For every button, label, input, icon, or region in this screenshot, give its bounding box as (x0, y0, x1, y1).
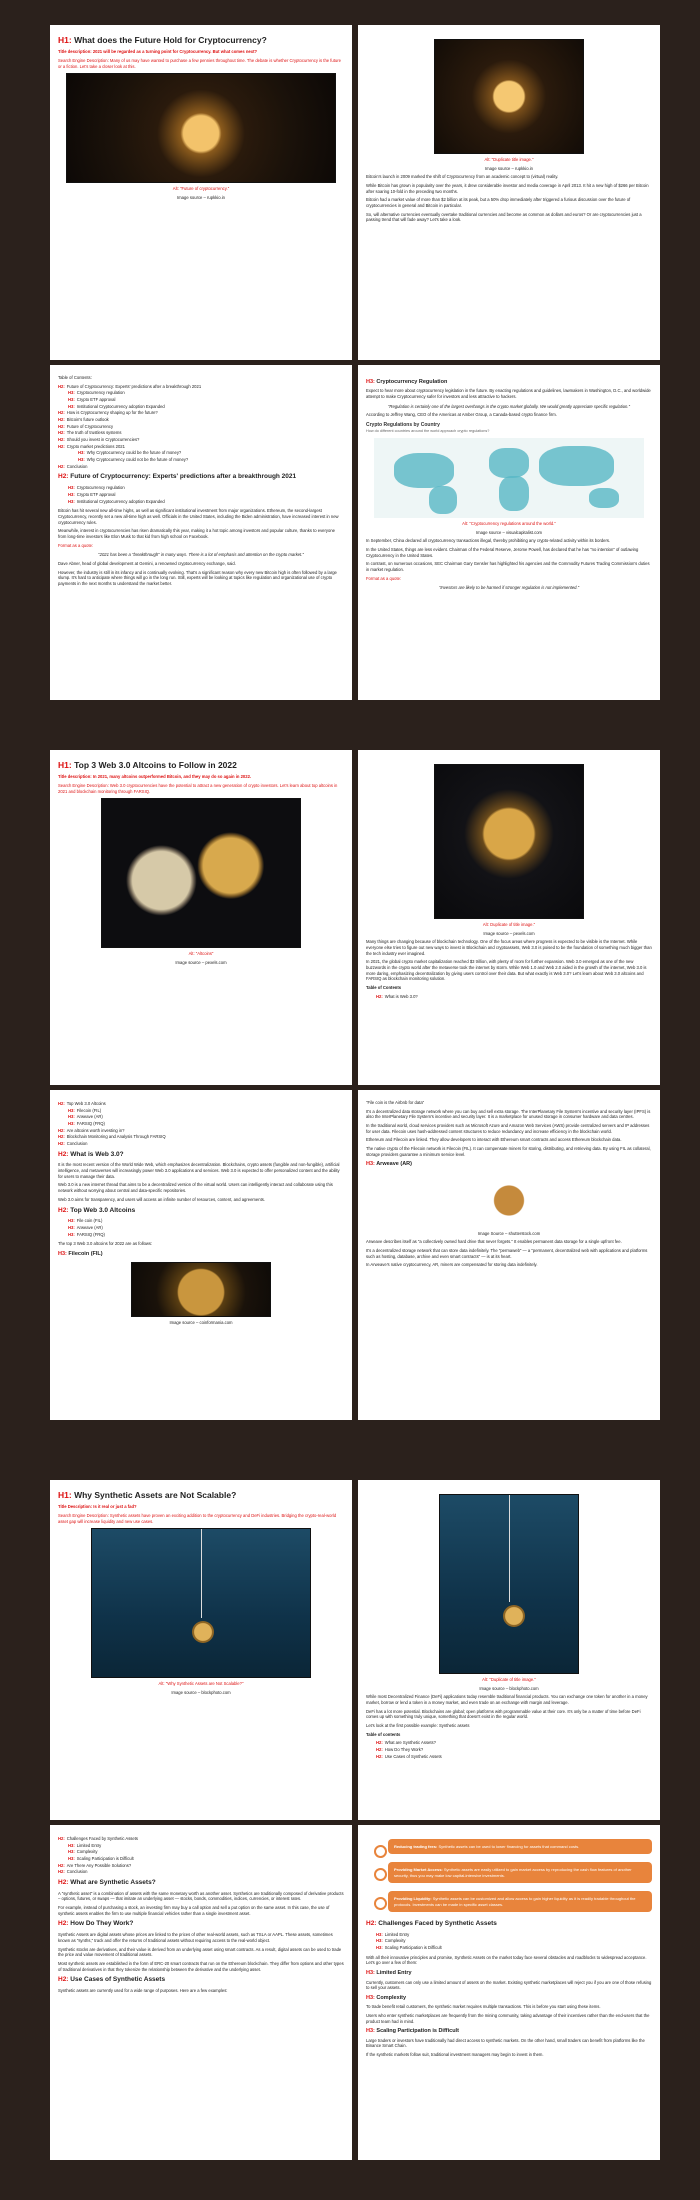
section-heading: H3: Filecoin (FIL) (58, 1250, 103, 1257)
spread-5 (50, 1480, 660, 1820)
toc-item[interactable] (58, 1121, 344, 1127)
toc-text: Limited Entry (384, 1931, 410, 1937)
page-4-right (358, 1090, 660, 1420)
image-alt: Alt: "Altcoins" (188, 951, 214, 957)
page-5-left (50, 1480, 352, 1820)
toc-text: FARSIQ (FRQ) (76, 1231, 105, 1237)
toc-text: Institutional Cryptocurrency adoption Expanded (76, 498, 165, 504)
section-heading: H3: Complexity (366, 1994, 407, 2001)
spread-1 (50, 25, 660, 360)
toc-level: H2: (58, 1101, 65, 1106)
subsection-list (366, 1932, 652, 1951)
page-6-left (50, 1825, 352, 2160)
toc-level: H3: (376, 1931, 383, 1937)
toc-level: H2: (58, 417, 65, 423)
toc-level: H2: (58, 423, 65, 429)
search-description: Search Engine Description: Web 3.0 cryptocurrencies have the potential to attract a new generation of crypto investors. Let's learn about top altcoins in 2021 and blockchain monitoring through FARSIQ. (58, 783, 338, 794)
paragraph: Many things are changing because of blockchain technology. One of the focus areas where progress is expected to be visible is the Internet. While everyone else tries to figure out new ways to invest in Blockchain and cryptoassets, Web 3.0 is poised to be the foundation of something much bigger than the tech industry ever imagined. (366, 939, 652, 956)
use-case-box (388, 1839, 652, 1854)
section-heading: H3: Arweave (AR) (366, 1161, 412, 1168)
use-case-text: Synthetic assets can be used to lower financing for assets that command costs. (438, 1844, 580, 1849)
toc-item[interactable] (58, 1836, 344, 1842)
toc-level: H3: (376, 1938, 383, 1944)
toc-item[interactable] (366, 1932, 652, 1938)
section-heading: H2: What are Synthetic Assets? (58, 1879, 156, 1887)
toc-text: File coin (FIL) (76, 1218, 103, 1224)
toc-level: H3: (68, 1218, 75, 1224)
toc-item[interactable] (366, 1945, 652, 1951)
toc-item[interactable] (366, 1754, 652, 1760)
table-of-contents (366, 1740, 652, 1759)
toc-level: H2: (58, 1141, 65, 1147)
paragraph: Let's look at the first possible example: Synthetic assets (366, 1723, 470, 1729)
toc-text: Filecoin (FIL) (76, 1107, 102, 1113)
search-description: Search Engine Description: Synthetic assets have proven an exciting addition to the cryptocurrency and DeFi industries. Bridging the crypto-real-world asset gap will increase liquidity and new use cases. (58, 1513, 337, 1524)
toc-level: H3: (68, 485, 75, 491)
toc-text: Crypto market predictions 2021 (66, 443, 125, 449)
toc-level: H2: (376, 1740, 383, 1746)
toc-item[interactable] (58, 397, 344, 403)
toc-text: Should you invest in Cryptocurrencies? (66, 437, 140, 443)
paragraph: Synthetic Assets are digital assets whose prices are linked to the prices of other real-world assets, such as TSLA or AAPL. These assets, sometimes known as "synths," track and offer the returns of traditional assets without requiring access to the real-world object. (58, 1932, 333, 1943)
toc-item[interactable] (58, 410, 344, 416)
toc-text: Limited Entry (76, 1842, 102, 1848)
toc-item[interactable] (366, 1747, 652, 1753)
paragraph: Web 3.0 aims for transparency, and users will access an infinite number of resources, content, and agreements. (58, 1196, 265, 1202)
paragraph: In Arweave's native cryptocurrency, AR, miners are compensated for storing data indefinitely. (366, 1262, 538, 1268)
toc-level: H3: (68, 498, 75, 504)
toc-item[interactable] (58, 417, 344, 423)
filecoin-image (131, 1262, 271, 1317)
toc-text: FARSIQ (FRQ) (76, 1121, 105, 1127)
map-title: Crypto Regulations by Country (366, 422, 440, 429)
toc-item[interactable] (58, 390, 344, 396)
paragraph: DeFi has a lot more potential. Blockchains are global; open platforms with programmable value at their core. It's only be a matter of time before DeFi comes up with something truly unique, something that doesn't exist in the regular world. (366, 1708, 641, 1720)
paragraph: The top 3 Web 3.0 altcoins for 2022 are as follows: (58, 1241, 153, 1247)
spread-2 (50, 365, 660, 700)
section-heading: H2: Future of Cryptocurrency: Experts' predictions after a breakthrough 2021 (58, 473, 297, 481)
image-source: Image source – rupkkio.in (177, 195, 225, 201)
toc-level: H2: (58, 1862, 65, 1868)
toc-level: H2: (58, 463, 65, 469)
image-alt: Alt: "Cryptocurrency regulations around the world." (462, 520, 556, 526)
paragraph: The native crypto of the Filecoin network is Filecoin (FIL). It can compensate miners for storing, distributing, and retrieving data. By using FIL as collateral, storage providers guarantee a minimum service level. (366, 1146, 651, 1157)
toc-text: Blockchain Monitoring and Analysis Through FARSIQ (66, 1134, 166, 1140)
page-5-right (358, 1480, 660, 1820)
image-source: Image source – rupkkio.in (485, 165, 533, 171)
toc-text: Top Web 3.0 Altcoins (66, 1101, 106, 1106)
toc-item[interactable] (58, 485, 344, 491)
toc-item[interactable] (58, 1128, 344, 1134)
toc-level: H2: (58, 1836, 65, 1841)
image-alt: Alt: Duplicate of title image." (482, 922, 536, 927)
toc-level: H3: (78, 450, 85, 456)
toc-level: H3: (68, 403, 75, 409)
page-3-left (50, 750, 352, 1085)
toc-text: Arweave (AR) (76, 1114, 103, 1120)
article-title: H1: Top 3 Web 3.0 Altcoins to Follow in 2022 (58, 760, 237, 770)
toc-item[interactable] (58, 457, 344, 463)
toc-item[interactable] (58, 1849, 344, 1855)
toc-level: H2: (58, 1869, 65, 1875)
paragraph: In September, China declared all cryptocurrency transactions illegal, thereby prohibiting any crypto-related activity within its borders. (366, 538, 611, 544)
image-source: Image source – blockphoto.com (479, 1685, 539, 1691)
use-case-text: Synthetic assets are easily utilized to gain market access by reproducing the cash flow features of another security, thus you may make low capital-intensive investments. (394, 1867, 632, 1878)
toc-level: H3: (68, 1121, 75, 1127)
toc-text: Complexity (76, 1849, 98, 1855)
toc-level: H3: (376, 1945, 383, 1951)
toc-item[interactable] (58, 437, 344, 443)
subsection-list (58, 485, 344, 504)
table-of-contents (58, 384, 344, 470)
quote: "2021 has been a "breakthrough" in many ways. There is a lot of emphasis and attention on the crypto market." (98, 552, 304, 558)
paragraph: Bitcoin has hit several new all-time highs, as well as significant institutional investment from major organizations. Ethereum, the second-largest Cryptocurrency, recently set a new all-time high as well. Officials in the United States, including the Biden administration, have increased interest in new cryptocurrency rules. (58, 508, 339, 525)
toc-level: H3: (68, 397, 75, 403)
map-subtitle: How do different countries around the world approach crypto regulations? (366, 428, 490, 433)
toc-text: Scaling Participation is Difficult (384, 1945, 442, 1951)
section-heading: H2: What is Web 3.0? (58, 1150, 124, 1158)
paragraph: Synthetic assets are currently used for a wide range of purposes. Here are a few examples: (58, 1988, 228, 1994)
toc-text: Future of Cryptocurrency: Experts' predictions after a breakthrough 2021 (66, 383, 202, 389)
quote: "Regulation is certainly one of the largest overhangs in the crypto market globally. We would greatly appreciate specific regulation." (387, 403, 631, 409)
paragraph: Expect to hear more about cryptocurrency legislation in the future. By enacting regulations and guidelines, lawmakers in Washington, D.C., and worldwide attempt to make Cryptocurrency safer for investors and less attractive to hackers. (366, 388, 651, 400)
title-description: Title Description: Is it real or just a fad? (58, 1504, 137, 1510)
toc-item[interactable] (58, 1108, 344, 1114)
toc-level: H2: (58, 443, 65, 449)
image-alt: Alt: "Duplicate of title image." (482, 1677, 536, 1682)
paragraph: It is the most recent version of the World Wide Web, which emphasizes decentralization. Blockchains, crypto assets (fungible and non-fungible), artificial intelligence, and metaverses will increasingly power Web 3.0 applications and services. Web 3.0 is expected to offer personalized content and the ability for users to manage their data. (58, 1162, 340, 1179)
paragraph: Most synthetic assets are established in the form of ERC-20 smart contracts that run on the Ethereum blockchain. They differ from options and other types of traditional derivatives in that they tokenize the relationship between the derivative and the underlying asset. (58, 1960, 344, 1972)
toc-text: Bitcoin's future outlook (66, 417, 109, 423)
page-4-left (50, 1090, 352, 1420)
toc-level: H2: (58, 1134, 65, 1140)
toc-level: H3: (78, 457, 85, 463)
toc-item[interactable]: H2: What is Web 3.0? (376, 993, 418, 999)
paragraph: In the traditional world, cloud services providers such as Microsoft Azure and Amazon Web Services (AWS) provide centralized servers and IP addresses for user data. Filecoin uses hash-addressed content structures to reduce redundancy and increase efficiency in the blockchain world. (366, 1123, 650, 1134)
toc-text: Arweave (AR) (76, 1224, 103, 1230)
toc-item[interactable] (366, 1938, 652, 1944)
toc-text: Complexity (384, 1938, 406, 1944)
paragraph: For example, instead of purchasing a stock, an investing firm may buy a call option and sell a put option on the same asset. In this case, the use of synthetic assets enables the firm to use multiple financial vehicles rather than a single investment asset. (58, 1905, 330, 1916)
image-source: Image source – coinformania.com (169, 1320, 233, 1326)
paragraph: With all their innovative principles and promise, Synthetic Assets on the market today face several obstacles and roadblocks to widespread acceptance. Let's go over a few of them: (366, 1954, 647, 1966)
paragraph: Large traders or investors have traditionally had direct access to synthetic markets. On the other hand, small traders can benefit from platforms like the Binance Smart Chain. (366, 2037, 645, 2049)
image-alt: Alt: "Future of cryptocurrency." (172, 186, 230, 192)
spread-3 (50, 750, 660, 1085)
paragraph: In 2021, the global crypto market capitalization reached $3 trillion, with plenty of room for further expansion. Web 3.0 emerged as one of the new buzzwords in the crypto world after the metaverse took the internet by storm. While Web 1.0 and Web 2.0 aided in the growth of the internet, Web 3.0 is more daring, emphasizing decentralization by giving users control over their data. But what exactly is Web 3.0? Let's learn about Web 3.0 altcoins and FARSIQ as blockchain monitoring solution. (366, 959, 647, 982)
toc-text: The truth of trustless systems (66, 430, 122, 436)
paragraph: A "synthetic asset" is a combination of assets with the same monetary worth as another asset. Synthetics are traditionally composed of derivative products – options, futures, or swaps — that imitate an underlying asset — stocks, bonds, commodities, indices, currencies, or interest rates. (58, 1890, 344, 1902)
toc-level: H2: (58, 383, 65, 389)
toc-text: Conclusion (66, 1141, 88, 1147)
section-heading: H3: Limited Entry (366, 1970, 412, 1977)
image-source: Image source – visualcapitalist.com (475, 529, 543, 535)
toc-item[interactable] (58, 384, 344, 390)
toc-label: Table of contents (366, 1731, 401, 1737)
spread-6 (50, 1825, 660, 2160)
paragraph: Ethereum and Filecoin are linked. They allow developers to interact with Ethereum smart contracts and access Ethereum blockchain data. (366, 1137, 622, 1143)
use-case-text: Synthetic assets can be customized and allow access to gain higher liquidity as it is readily tradable throughout the protocols. Investments can be made in specific asset classes. (394, 1896, 636, 1907)
toc-item[interactable] (58, 1134, 344, 1140)
page-3-right (358, 750, 660, 1085)
paragraph: In the United States, things are less evident. Chairman of the Federal Reserve, Jerome Powell, has declared that he has "no intention" of outlawing Cryptocurrency in the United States. (366, 547, 639, 558)
toc-text: Cryptocurrency regulation (76, 390, 125, 396)
toc-text: Conclusion (66, 463, 88, 469)
toc-text: Use Cases of Synthetic Assets (384, 1753, 442, 1759)
toc-level: H3: (68, 1231, 75, 1237)
toc-text: Future of Cryptocurrency (66, 423, 114, 429)
toc-item[interactable] (58, 404, 344, 410)
toc-level: H3: (68, 1842, 75, 1848)
toc-item[interactable] (58, 1863, 344, 1869)
altcoins-image (101, 798, 301, 948)
toc-item[interactable] (58, 464, 344, 470)
section-heading: H2: How Do They Work? (58, 1920, 134, 1928)
use-case-title: Providing Market Access: (394, 1867, 443, 1873)
article-title: H1: Why Synthetic Assets are Not Scalable? (58, 1490, 237, 1500)
toc-item[interactable] (58, 430, 344, 436)
paragraph: To trade benefit retail customers, the synthetic market requires multiple transactions. This is before you start using these items. (366, 2004, 601, 2010)
toc-item[interactable] (58, 492, 344, 498)
toc-item[interactable] (58, 1114, 344, 1120)
section-heading: H2: Use Cases of Synthetic Assets (58, 1976, 166, 1984)
page-2-right (358, 365, 660, 700)
toc-text: Crypto ETF approval (76, 491, 116, 497)
image-source: Image source – pexels.com (483, 930, 535, 936)
use-case-boxes (366, 1839, 652, 1912)
page-6-right (358, 1825, 660, 2160)
toc-level: H3: (68, 491, 75, 497)
regulation-map-image (374, 438, 644, 518)
search-description: Search Engine Description: Many of us may have wanted to purchase a few pennies throughout time. The debate is whether Cryptocurrency is the future or a fiction. Let's take a closer look at this. (58, 58, 341, 69)
toc-level: H2: (58, 437, 65, 443)
subsection-list (58, 1218, 344, 1237)
toc-item[interactable] (58, 1141, 344, 1147)
toc-text: Conclusion (66, 1869, 88, 1875)
toc-level: H2: (58, 410, 65, 416)
toc-level: H3: (68, 1849, 75, 1855)
toc-item[interactable] (366, 1740, 652, 1746)
toc-level: H2: (58, 1127, 65, 1133)
toc-text: Scaling Participation is Difficult (76, 1856, 134, 1862)
format-note: Format as a quote: (366, 575, 402, 581)
paragraph: In contrast, on numerous occasions, SEC Chairman Gary Gensler has highlighted his agencies and the Commodity Futures Trading Commission's duties in market regulation. (366, 561, 650, 573)
bitcoin-image (434, 39, 584, 154)
paragraph: Bitcoin had a market value of more than $2 billion at its peak, but a 50% drop immediately after triggered a furious discussion over the future of cryptocurrencies in general and Bitcoin in particular. (366, 197, 631, 209)
paragraph: If the synthetic markets follow suit, traditional investment managers may begin to invest in them. (366, 2052, 544, 2058)
paragraph: Synthetic stocks are derivatives, and their value is derived from an underlying asset using smart contracts. As a result, digital assets can be used to trade the price and value movement of traditional assets. (58, 1946, 342, 1958)
toc-text: Institutional Cryptocurrency adoption Expanded (76, 403, 165, 409)
toc-text: How Do They Work? (384, 1747, 424, 1753)
paragraph: It's a decentralized storage network that can store data indefinitely. The "permaweb" — a "permanent, decentralized web with applications and platforms such as hosting, database, archive and even smart contracts" — is at its heart. (366, 1248, 648, 1259)
paragraph: It's a decentralized data storage network where you can buy and sell extra storage. The InterPlanetary File System's incentive and security layer (IPFS) is also the InterPlanetary File System's incentive and security layer. It is a marketplace for unused storage in consumer hardware and data centres. (366, 1108, 651, 1120)
image-source: Image Source – shutterstock.com (477, 1230, 541, 1236)
page-2-left (50, 365, 352, 700)
toc-text: Why Cryptocurrency could be the future of money? (86, 450, 182, 456)
toc-text: What are Synthetic Assets? (384, 1740, 436, 1746)
page-1-right (358, 25, 660, 360)
toc-item[interactable] (58, 450, 344, 456)
use-case-box (388, 1891, 652, 1912)
toc-level: H2: (376, 1747, 383, 1753)
image-alt: Alt: "Why Synthetic Assets are Not Scalable?" (158, 1681, 244, 1687)
paragraph: While most Decentralized Finance (DeFi) applications today resemble traditional financial products. You can exchange one token for another in a money market, borrow or lend a token in a money market, and even trade on an exchange with margin and leverage. (366, 1694, 648, 1706)
use-case-title: Providing Liquidity: (394, 1896, 432, 1902)
paragraph: "File coin is the Airbnb for data" (366, 1100, 425, 1105)
toc-text: Challenges Faced by Synthetic Assets (66, 1836, 138, 1841)
title-description: Title description: In 2021, many altcoins outperformed Bitcoin, and they may do so again in 2022. (58, 774, 252, 780)
toc-level: H3: (68, 1114, 75, 1120)
toc-level: H3: (68, 1224, 75, 1230)
section-heading: H2: Challenges Faced by Synthetic Assets (366, 1919, 497, 1927)
bitcoin-network-image (66, 73, 336, 183)
title-description: Title description: 2021 will be regarded as a turning point for Cryptocurrency. But what comes next? (58, 49, 258, 55)
table-of-contents (366, 994, 652, 1000)
table-of-contents (58, 1101, 344, 1147)
toc-label: Table of Contents (366, 985, 402, 991)
toc-level: H3: (68, 1107, 75, 1113)
arweave-image (469, 1173, 549, 1228)
image-source: Image source – pexels.com (175, 960, 227, 966)
toc-text: Are There Any Possible Solutions? (66, 1862, 132, 1868)
toc-item[interactable] (58, 1856, 344, 1862)
paragraph: Dave Abner, head of global development at Gemini, a renowned cryptocurrency exchange, said. (58, 560, 236, 566)
paragraph: Bitcoin's launch in 2009 marked the shift of Cryptocurrency from an academic concept to (virtual) reality. (366, 174, 559, 180)
altcoins-image (434, 764, 584, 919)
toc-level: H3: (68, 390, 75, 396)
paragraph: Meanwhile, interest in cryptocurrencies has risen dramatically this year, making it a hot topic among investors and popular culture, thanks to everyone from long-time investors like Elon Musk to that kid from high school on Facebook. (58, 528, 335, 539)
toc-text: Crypto ETF approval (76, 397, 116, 403)
toc-level: H2: (58, 430, 65, 436)
article-title: H1: What does the Future Hold for Cryptocurrency? (58, 35, 267, 45)
image-alt: Alt: "Duplicate title image." (484, 157, 534, 162)
toc-label: Table of Contents: (58, 375, 92, 380)
table-of-contents (58, 1836, 344, 1875)
paragraph: Currently, customers can only use a limited amount of assets on the market. Existing synthetic marketplaces will reject you if you are one of those refusing to sell your assets. (366, 1979, 652, 1991)
toc-item[interactable] (58, 424, 344, 430)
paragraph: So, will alternative currencies eventually overtake traditional currencies and become as common as dollars and euros? Or are cryptocurrencies just a passing trend that will fade away? Let's take a look. (366, 211, 642, 223)
toc-item[interactable] (58, 1232, 344, 1238)
toc-level: H3: (68, 1856, 75, 1862)
paragraph: While Bitcoin has grown in popularity over the years, it drew considerable investor and media coverage in April 2013. It hit a new high of $266 per Bitcoin after soaring 10-fold in the preceding two months. (366, 183, 649, 194)
section-heading: H3: Cryptocurrency Regulation (366, 379, 448, 385)
toc-item[interactable] (58, 1225, 344, 1231)
toc-item[interactable] (58, 444, 344, 450)
use-case-title: Reducing trading fees: (394, 1844, 438, 1849)
image-source: Image source – blockphoto.com (171, 1690, 231, 1696)
quote: "Investors are likely to be harmed if stronger regulation is not implemented." (438, 585, 580, 591)
toc-level: H2: (376, 1753, 383, 1759)
section-heading: H2: Top Web 3.0 Altcoins (58, 1206, 136, 1214)
toc-item[interactable] (58, 1843, 344, 1849)
spread-4 (50, 1090, 660, 1420)
toc-text: Are altcoins worth investing in? (66, 1127, 125, 1133)
paragraph: According to Jeffrey Wang, CEO of the Americas at Amber Group, a Canada-based crypto finance firm. (366, 412, 557, 418)
paragraph: Users who enter synthetic marketplaces are frequently from the mining community, taking advantage of their incentives rather than the end-users that the product team had in mind. (366, 2012, 650, 2024)
toc-text: Why Cryptocurrency could not be the future of money? (86, 457, 189, 463)
toc-item[interactable] (58, 1218, 344, 1224)
section-heading: H3: Scaling Participation is Difficult (366, 2028, 459, 2035)
toc-text: How is Cryptocurrency shaping up for the future? (66, 410, 158, 416)
paragraph: However, the industry is still in its infancy and is continually evolving. That's a significant reason why every new Bitcoin high is often followed by a large slump. It's hard to anticipate where things will go in the long run. Still, experts will be looking at topics like regulation and organizational use of crypto payments in the next months to understand the market better. (58, 569, 337, 586)
toc-item[interactable] (58, 1101, 344, 1107)
page-1-left (50, 25, 352, 360)
toc-item[interactable] (58, 499, 344, 505)
use-case-box (388, 1862, 652, 1883)
synthetic-assets-image (439, 1494, 579, 1674)
synthetic-assets-image (91, 1528, 311, 1678)
toc-item[interactable] (58, 1869, 344, 1875)
paragraph: Arweave describes itself as "a collectively owned hard drive that never forgets." It enables permanent data storage for a single upfront fee. (366, 1239, 622, 1245)
paragraph: Web 3.0 is a new internet thread that aims to be a decentralized version of the virtual world. Users can intelligently interact and collaborate using this network without worrying about central and data-specific repositories. (58, 1182, 333, 1194)
format-note: Format as a quote: (58, 542, 94, 548)
toc-text: Cryptocurrency regulation (76, 485, 125, 491)
